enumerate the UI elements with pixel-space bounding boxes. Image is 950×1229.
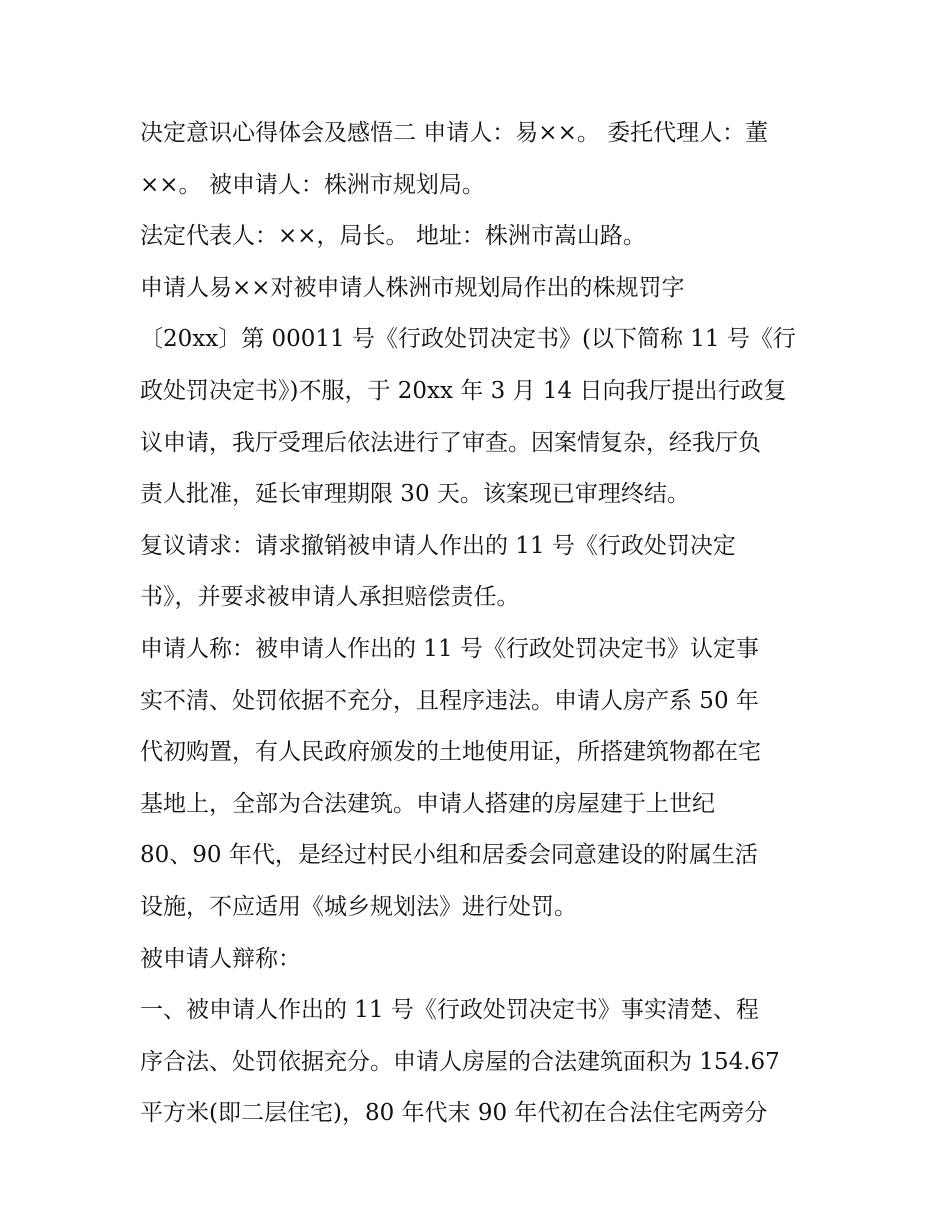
text-line: 申请人称：被申请人作出的 11 号《行政处罚决定书》认定事 [140, 635, 759, 662]
text-line: 一、被申请人作出的 11 号《行政处罚决定书》事实清楚、程 [140, 997, 759, 1024]
text-line: ××。 被申请人：株洲市规划局。 [140, 171, 485, 198]
text-line: 实不清、处罚依据不充分，且程序违法。申请人房产系 50 年 [140, 687, 759, 714]
text-line: 决定意识心得体会及感悟二 申请人：易××。 委托代理人：董 [140, 120, 769, 146]
document-body [140, 108, 820, 1140]
text-line: 平方米(即二层住宅)，80 年代末 90 年代初在合法住宅两旁分 [140, 1100, 768, 1127]
text-line: 基地上，全部为合法建筑。申请人搭建的房屋建于上世纪 [140, 790, 715, 817]
text-line: 代初购置，有人民政府颁发的土地使用证，所搭建筑物都在宅 [140, 739, 761, 766]
text-line: 议申请，我厅受理后依法进行了审查。因案情复杂，经我厅负 [140, 429, 761, 456]
text-line: 法定代表人：××，局长。 地址：株洲市嵩山路。 [140, 223, 646, 250]
text-line: 责人批准，延长审理期限 30 天。该案现已审理终结。 [140, 481, 690, 508]
text-line: 被申请人辩称： [140, 945, 301, 972]
text-line: 复议请求：请求撤销被申请人作出的 11 号《行政处罚决定 [140, 532, 736, 559]
text-line: 序合法、处罚依据充分。申请人房屋的合法建筑面积为 154.67 [140, 1048, 780, 1075]
text-line: 设施，不应适用《城乡规划法》进行处罚。 [140, 893, 577, 920]
text-line: 〔20xx〕第 00011 号《行政处罚决定书》(以下简称 11 号《行 [140, 326, 796, 353]
text-line: 80、90 年代，是经过村民小组和居委会同意建设的附属生活 [140, 842, 758, 869]
text-line: 政处罚决定书》)不服，于 20xx 年 3 月 14 日向我厅提出行政复 [140, 377, 787, 404]
text-line: 书》，并要求被申请人承担赔偿责任。 [140, 584, 520, 611]
text-line: 申请人易××对被申请人株洲市规划局作出的株规罚字 [140, 274, 685, 301]
